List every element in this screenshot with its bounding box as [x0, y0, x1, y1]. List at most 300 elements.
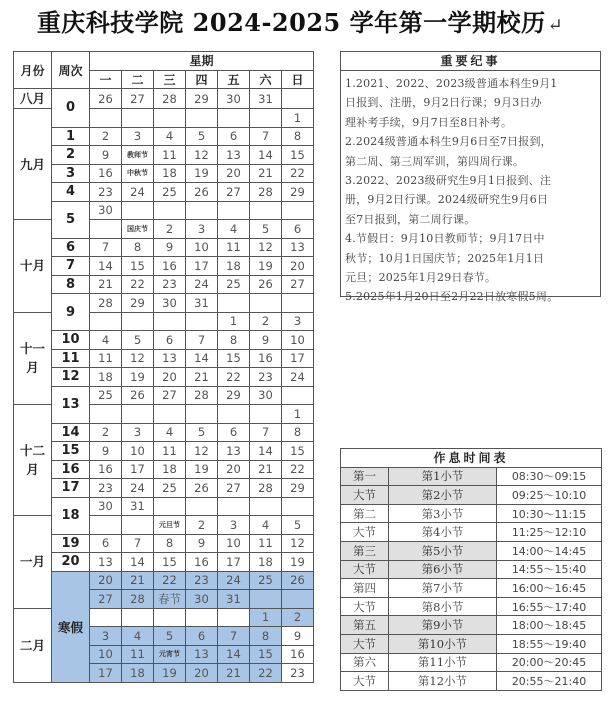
day-cell: 19 — [186, 460, 218, 479]
weekday-group-header: 星期 — [90, 52, 314, 71]
day-cell: 15 — [250, 645, 282, 664]
day-cell: 3 — [90, 627, 122, 646]
day-cell: 10 — [282, 331, 314, 350]
day-cell — [282, 89, 314, 109]
day-cell: 3 — [186, 220, 218, 239]
day-cell — [250, 405, 282, 424]
day-cell: 26 — [186, 479, 218, 498]
day-cell — [122, 516, 154, 535]
day-cell — [218, 497, 250, 516]
day-cell: 30 — [186, 590, 218, 609]
period-name: 第7小节 — [389, 579, 497, 598]
day-cell: 23 — [250, 368, 282, 387]
day-cell: 8 — [218, 331, 250, 350]
day-cell: 11 — [154, 442, 186, 461]
period-time: 14:00～14:45 — [497, 541, 602, 560]
event-line: 元旦；2025年1月29日春节。 — [345, 271, 497, 285]
session-group-label: 大节 — [341, 672, 389, 691]
day-cell: 14 — [218, 645, 250, 664]
day-cell: 21 — [218, 664, 250, 683]
period-time: 16:00～16:45 — [497, 579, 602, 598]
day-cell: 11 — [218, 238, 250, 257]
day-cell: 14 — [250, 146, 282, 165]
session-group-label: 第一 — [341, 467, 389, 486]
day-cell: 15 — [282, 146, 314, 165]
day-cell — [282, 590, 314, 609]
day-cell: 6 — [90, 534, 122, 553]
week-number: 4 — [52, 183, 90, 202]
day-cell — [122, 312, 154, 331]
session-group-label: 大节 — [341, 560, 389, 579]
day-cell: 25 — [250, 571, 282, 590]
schedule-body — [341, 449, 602, 691]
day-cell — [186, 109, 218, 128]
day-cell: 26 — [122, 386, 154, 405]
day-cell: 19 — [282, 553, 314, 572]
period-name: 第2小节 — [389, 486, 497, 505]
day-cell: 19 — [154, 664, 186, 683]
day-cell: 春节 — [154, 590, 186, 609]
period-time: 16:55～17:40 — [497, 597, 602, 616]
calendar-row — [14, 442, 314, 461]
day-cell: 31 — [218, 590, 250, 609]
day-cell: 1 — [218, 312, 250, 331]
week-number: 3 — [52, 164, 90, 183]
day-cell: 16 — [154, 257, 186, 276]
event-line: 5.2025年1月20日至2月22日放寒假5周。 — [345, 290, 559, 304]
day-cell: 27 — [218, 183, 250, 202]
day-cell — [282, 201, 314, 220]
day-cell — [122, 405, 154, 424]
day-cell: 23 — [186, 571, 218, 590]
day-cell: 2 — [154, 220, 186, 239]
period-name: 第1小节 — [389, 467, 497, 486]
day-cell: 22 — [122, 275, 154, 294]
week-number: 10 — [52, 331, 90, 350]
schedule-title-row — [341, 449, 602, 468]
week-number: 15 — [52, 442, 90, 461]
day-cell: 28 — [90, 294, 122, 313]
day-cell — [90, 516, 122, 535]
schedule-row — [341, 486, 602, 505]
day-cell: 12 — [282, 534, 314, 553]
week-number: 1 — [52, 127, 90, 146]
day-cell: 24 — [122, 479, 154, 498]
day-cell: 26 — [90, 89, 122, 109]
day-cell: 8 — [250, 627, 282, 646]
day-cell — [282, 294, 314, 313]
day-cell: 7 — [122, 534, 154, 553]
day-cell — [90, 312, 122, 331]
period-time: 09:25～10:10 — [497, 486, 602, 505]
day-cell: 28 — [250, 479, 282, 498]
session-group-label: 第五 — [341, 616, 389, 635]
period-name: 第3小节 — [389, 504, 497, 523]
calendar-row — [14, 294, 314, 313]
day-cell — [90, 405, 122, 424]
day-cell: 教师节 — [122, 146, 154, 165]
day-cell: 24 — [122, 183, 154, 202]
day-cell: 22 — [282, 164, 314, 183]
day-cell: 17 — [282, 349, 314, 368]
day-cell: 18 — [90, 368, 122, 387]
day-cell: 8 — [122, 238, 154, 257]
day-cell — [154, 608, 186, 627]
day-cell: 5 — [154, 627, 186, 646]
day-cell: 16 — [250, 349, 282, 368]
day-cell: 元旦节 — [154, 516, 186, 535]
session-group-label: 大节 — [341, 634, 389, 653]
event-line: 4.节假日：9月10日教师节；9月17日中 — [345, 232, 545, 246]
period-time: 11:25～12:10 — [497, 523, 602, 542]
month-label: 二月 — [14, 608, 52, 682]
day-cell: 30 — [154, 294, 186, 313]
calendar-row — [14, 571, 314, 590]
period-time: 18:55～19:40 — [497, 634, 602, 653]
day-cell: 3 — [122, 127, 154, 146]
schedule-row — [341, 541, 602, 560]
day-cell: 11 — [250, 534, 282, 553]
calendar-row — [14, 534, 314, 553]
day-cell: 20 — [218, 460, 250, 479]
day-cell: 4 — [154, 423, 186, 442]
calendar-row — [14, 460, 314, 479]
day-cell: 25 — [90, 386, 122, 405]
calendar-row — [14, 349, 314, 368]
day-cell: 7 — [250, 423, 282, 442]
day-cell: 2 — [282, 608, 314, 627]
page-title — [0, 4, 600, 42]
period-name: 第4小节 — [389, 523, 497, 542]
week-header: 周次 — [52, 52, 90, 89]
period-name: 第11小节 — [389, 653, 497, 672]
schedule-row — [341, 672, 602, 691]
month-label: 十月 — [14, 220, 52, 313]
day-cell: 14 — [250, 442, 282, 461]
schedule-row — [341, 504, 602, 523]
event-line: 理补考手续，9月7日至8日补考。 — [345, 115, 513, 129]
day-cell — [186, 201, 218, 220]
day-cell: 国庆节 — [122, 220, 154, 239]
day-cell: 1 — [282, 405, 314, 424]
day-cell: 13 — [218, 146, 250, 165]
day-cell: 14 — [186, 349, 218, 368]
day-cell: 8 — [282, 423, 314, 442]
calendar-row — [14, 368, 314, 387]
day-cell: 16 — [90, 164, 122, 183]
day-cell: 19 — [122, 368, 154, 387]
period-time: 18:00～18:45 — [497, 616, 602, 635]
return-mark-icon: ↵ — [547, 15, 564, 36]
day-cell: 2 — [250, 312, 282, 331]
month-label: 十二月 — [14, 405, 52, 516]
day-cell: 25 — [154, 183, 186, 202]
day-cell: 30 — [90, 497, 122, 516]
day-cell — [186, 497, 218, 516]
period-name: 第9小节 — [389, 616, 497, 635]
day-cell: 14 — [90, 257, 122, 276]
week-number: 20 — [52, 553, 90, 572]
day-cell: 27 — [122, 89, 154, 109]
day-cell — [250, 109, 282, 128]
session-group-label: 第二 — [341, 504, 389, 523]
schedule-row — [341, 634, 602, 653]
day-cell: 2 — [90, 423, 122, 442]
week-number: 16 — [52, 460, 90, 479]
day-cell: 29 — [122, 294, 154, 313]
day-cell: 2 — [186, 516, 218, 535]
day-cell — [218, 405, 250, 424]
day-cell: 13 — [154, 349, 186, 368]
day-cell: 16 — [186, 553, 218, 572]
day-cell: 元宵节 — [154, 645, 186, 664]
day-cell: 11 — [122, 645, 154, 664]
weekday-header: 一 — [90, 70, 122, 89]
period-name: 第12小节 — [389, 672, 497, 691]
day-cell — [154, 109, 186, 128]
calendar-row — [14, 146, 314, 165]
schedule-row — [341, 597, 602, 616]
day-cell: 23 — [154, 275, 186, 294]
day-cell: 23 — [90, 183, 122, 202]
day-cell: 9 — [282, 627, 314, 646]
day-cell: 14 — [122, 553, 154, 572]
day-cell: 20 — [282, 257, 314, 276]
day-cell: 29 — [186, 89, 218, 109]
day-cell: 18 — [154, 164, 186, 183]
weekday-header: 三 — [154, 70, 186, 89]
day-cell: 17 — [90, 664, 122, 683]
session-group-label: 第六 — [341, 653, 389, 672]
day-cell — [154, 201, 186, 220]
schedule-row — [341, 653, 602, 672]
event-line: 2.2024级普通本科生9月6日至7日报到， — [345, 135, 552, 149]
day-cell: 12 — [250, 238, 282, 257]
week-number: 9 — [52, 294, 90, 331]
day-cell: 10 — [122, 442, 154, 461]
day-cell: 19 — [250, 257, 282, 276]
session-group-label: 第四 — [341, 579, 389, 598]
week-number: 2 — [52, 146, 90, 165]
calendar-row — [14, 238, 314, 257]
day-cell: 28 — [250, 183, 282, 202]
day-cell: 6 — [218, 423, 250, 442]
event-line: 至7日报到，第二周行课。 — [345, 212, 476, 226]
event-line: 3.2022、2023级研究生9月1日报到、注 — [345, 174, 552, 188]
day-cell: 2 — [90, 127, 122, 146]
month-label: 八月 — [14, 89, 52, 109]
day-cell: 25 — [154, 479, 186, 498]
day-cell: 1 — [250, 608, 282, 627]
day-cell — [122, 109, 154, 128]
calendar-row — [14, 423, 314, 442]
weekday-header: 五 — [218, 70, 250, 89]
schedule-row — [341, 579, 602, 598]
day-cell: 5 — [122, 331, 154, 350]
weekday-header: 四 — [186, 70, 218, 89]
day-cell: 21 — [186, 368, 218, 387]
day-cell: 20 — [154, 368, 186, 387]
day-cell: 27 — [90, 590, 122, 609]
day-cell: 21 — [250, 164, 282, 183]
day-cell: 13 — [90, 553, 122, 572]
weekday-header: 日 — [282, 70, 314, 89]
title-text: 重庆科技学院 2024-2025 学年第一学期校历 — [36, 8, 546, 37]
day-cell: 21 — [90, 275, 122, 294]
day-cell: 23 — [90, 479, 122, 498]
calendar-row — [14, 386, 314, 405]
day-cell — [250, 201, 282, 220]
day-cell — [154, 312, 186, 331]
day-cell: 21 — [122, 571, 154, 590]
period-time: 14:55～15:40 — [497, 560, 602, 579]
day-cell: 18 — [250, 553, 282, 572]
header-row — [14, 52, 314, 71]
school-calendar-table — [13, 51, 314, 683]
day-cell: 4 — [218, 220, 250, 239]
day-cell — [186, 405, 218, 424]
winter-break-label: 寒假 — [52, 571, 90, 682]
period-name: 第5小节 — [389, 541, 497, 560]
day-cell: 4 — [90, 331, 122, 350]
day-cell: 6 — [218, 127, 250, 146]
day-cell: 22 — [250, 664, 282, 683]
week-number: 11 — [52, 349, 90, 368]
events-title: 重要纪事 — [341, 52, 600, 71]
day-cell: 9 — [90, 442, 122, 461]
calendar-row — [14, 497, 314, 516]
day-cell: 28 — [186, 386, 218, 405]
day-cell: 18 — [154, 460, 186, 479]
day-cell: 27 — [282, 275, 314, 294]
day-cell: 28 — [154, 89, 186, 109]
day-cell: 18 — [218, 257, 250, 276]
event-line: 1.2021、2022、2023级普通本科生9月1 — [345, 77, 558, 90]
schedule-row — [341, 560, 602, 579]
period-time: 08:30～09:15 — [497, 467, 602, 486]
calendar-row — [14, 164, 314, 183]
day-cell: 24 — [186, 275, 218, 294]
day-cell: 6 — [154, 331, 186, 350]
weekday-header: 六 — [250, 70, 282, 89]
day-cell: 5 — [186, 127, 218, 146]
week-number: 19 — [52, 534, 90, 553]
calendar-row — [14, 553, 314, 572]
calendar-row — [14, 183, 314, 202]
period-time: 10:30～11:15 — [497, 504, 602, 523]
day-cell: 9 — [154, 238, 186, 257]
day-cell: 4 — [154, 127, 186, 146]
day-cell: 11 — [90, 349, 122, 368]
day-cell — [90, 109, 122, 128]
events-body — [341, 71, 600, 307]
day-cell: 31 — [250, 89, 282, 109]
day-cell: 10 — [90, 645, 122, 664]
day-cell — [250, 497, 282, 516]
day-cell: 19 — [186, 164, 218, 183]
day-cell: 26 — [282, 571, 314, 590]
day-cell: 16 — [90, 460, 122, 479]
day-cell: 29 — [218, 386, 250, 405]
week-number: 8 — [52, 275, 90, 294]
day-cell: 30 — [90, 201, 122, 220]
day-cell: 中秋节 — [122, 164, 154, 183]
week-number: 6 — [52, 238, 90, 257]
calendar-row — [14, 127, 314, 146]
day-cell: 21 — [250, 460, 282, 479]
day-cell: 9 — [250, 331, 282, 350]
day-cell — [250, 590, 282, 609]
week-number: 13 — [52, 386, 90, 423]
day-cell: 8 — [154, 534, 186, 553]
period-name: 第10小节 — [389, 634, 497, 653]
day-cell: 16 — [282, 645, 314, 664]
day-cell — [186, 312, 218, 331]
day-cell: 11 — [154, 146, 186, 165]
day-cell: 10 — [186, 238, 218, 257]
day-cell: 13 — [218, 442, 250, 461]
schedule-row — [341, 467, 602, 486]
day-cell: 31 — [122, 497, 154, 516]
day-cell: 24 — [282, 368, 314, 387]
day-cell: 4 — [250, 516, 282, 535]
day-cell: 3 — [282, 312, 314, 331]
weekday-header: 二 — [122, 70, 154, 89]
event-line: 日报到、注册，9月2日行课；9月3日办 — [345, 96, 542, 110]
day-cell: 6 — [186, 627, 218, 646]
day-cell: 7 — [250, 127, 282, 146]
day-cell: 18 — [122, 664, 154, 683]
day-cell: 15 — [122, 257, 154, 276]
day-cell — [218, 109, 250, 128]
month-label: 十一月 — [14, 312, 52, 405]
day-cell: 5 — [282, 516, 314, 535]
day-cell: 27 — [218, 479, 250, 498]
week-number: 5 — [52, 201, 90, 238]
period-name: 第6小节 — [389, 560, 497, 579]
day-cell: 28 — [122, 590, 154, 609]
period-time: 20:55～21:40 — [497, 672, 602, 691]
day-cell — [218, 201, 250, 220]
calendar-body — [14, 52, 314, 683]
week-number: 12 — [52, 368, 90, 387]
day-cell: 10 — [218, 534, 250, 553]
day-cell: 12 — [186, 146, 218, 165]
day-cell — [154, 405, 186, 424]
day-cell: 20 — [218, 164, 250, 183]
day-cell: 24 — [218, 571, 250, 590]
day-cell — [218, 294, 250, 313]
day-cell: 13 — [186, 645, 218, 664]
day-cell — [218, 608, 250, 627]
day-cell: 30 — [250, 386, 282, 405]
important-events-panel — [340, 51, 601, 304]
day-cell — [154, 497, 186, 516]
day-cell: 25 — [218, 275, 250, 294]
day-cell: 22 — [154, 571, 186, 590]
day-cell: 7 — [90, 238, 122, 257]
day-cell: 17 — [218, 553, 250, 572]
day-cell: 22 — [218, 368, 250, 387]
day-cell: 20 — [90, 571, 122, 590]
week-number: 14 — [52, 423, 90, 442]
day-cell — [282, 497, 314, 516]
month-label: 九月 — [14, 109, 52, 220]
calendar-row — [14, 257, 314, 276]
calendar-row — [14, 331, 314, 350]
day-cell: 29 — [282, 479, 314, 498]
session-group-label: 大节 — [341, 486, 389, 505]
